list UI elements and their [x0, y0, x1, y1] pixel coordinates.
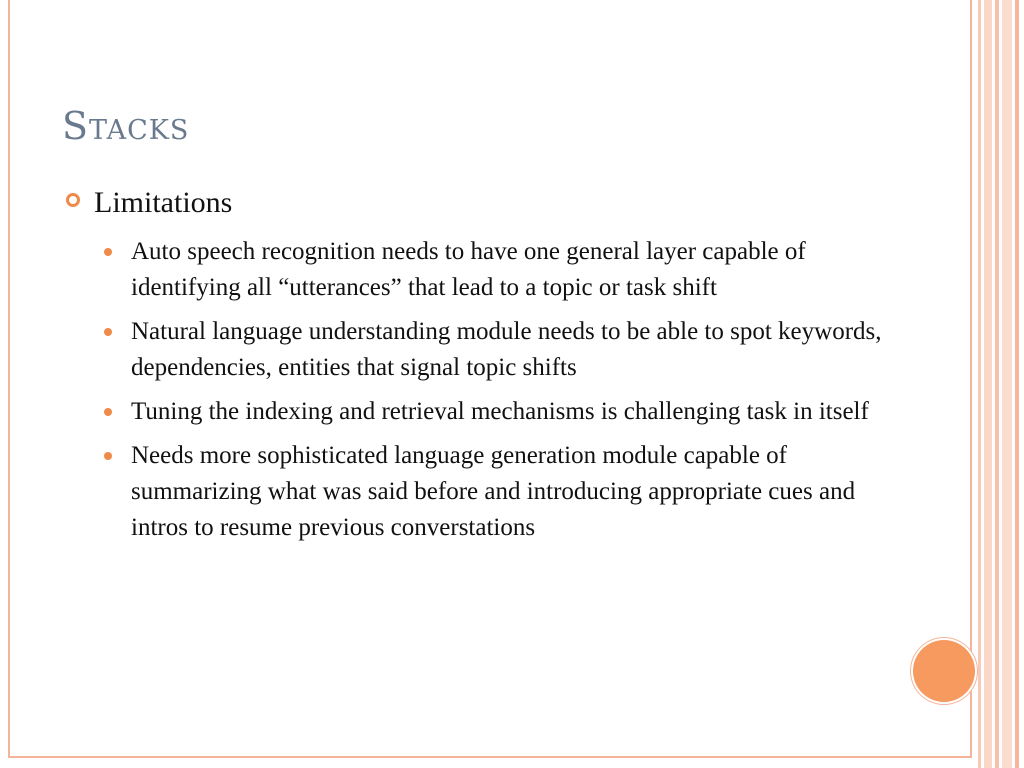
decorative-circle — [913, 640, 975, 702]
sub-bullet-item — [104, 314, 886, 386]
sub-bullet-text: Auto speech recognition needs to have one general layer capable of identifying all “utterances” that lead to a topic or task shift — [131, 238, 806, 301]
dot-bullet-icon — [104, 328, 112, 336]
sub-bullet-text: Needs more sophisticated language generation module capable of summarizing what was said before and introducing appropriate cues and intros to resume previous converstations — [131, 442, 856, 541]
dot-bullet-icon — [104, 248, 112, 256]
sub-bullet-list — [66, 234, 886, 546]
decorative-stripe — [995, 0, 999, 768]
dot-bullet-icon — [104, 408, 112, 416]
ring-bullet-icon — [66, 193, 80, 207]
decorative-stripe — [984, 0, 992, 768]
sub-bullet-item — [104, 394, 886, 430]
bullet-label: Limitations — [94, 186, 233, 219]
slide-title: Stacks — [62, 104, 190, 148]
bullet-limitations — [66, 186, 886, 220]
dot-bullet-icon — [104, 452, 112, 460]
sub-bullet-item — [104, 438, 886, 546]
slide-body — [66, 186, 886, 554]
sub-bullet-text: Tuning the indexing and retrieval mechanisms is challenging task in itself — [131, 398, 869, 425]
decorative-stripe — [1015, 0, 1019, 768]
decorative-stripe — [1002, 0, 1012, 768]
sub-bullet-item — [104, 234, 886, 306]
decorative-stripe — [978, 0, 981, 768]
sub-bullet-text: Natural language understanding module needs to be able to spot keywords, dependencies, entities that signal topic shifts — [131, 318, 882, 381]
